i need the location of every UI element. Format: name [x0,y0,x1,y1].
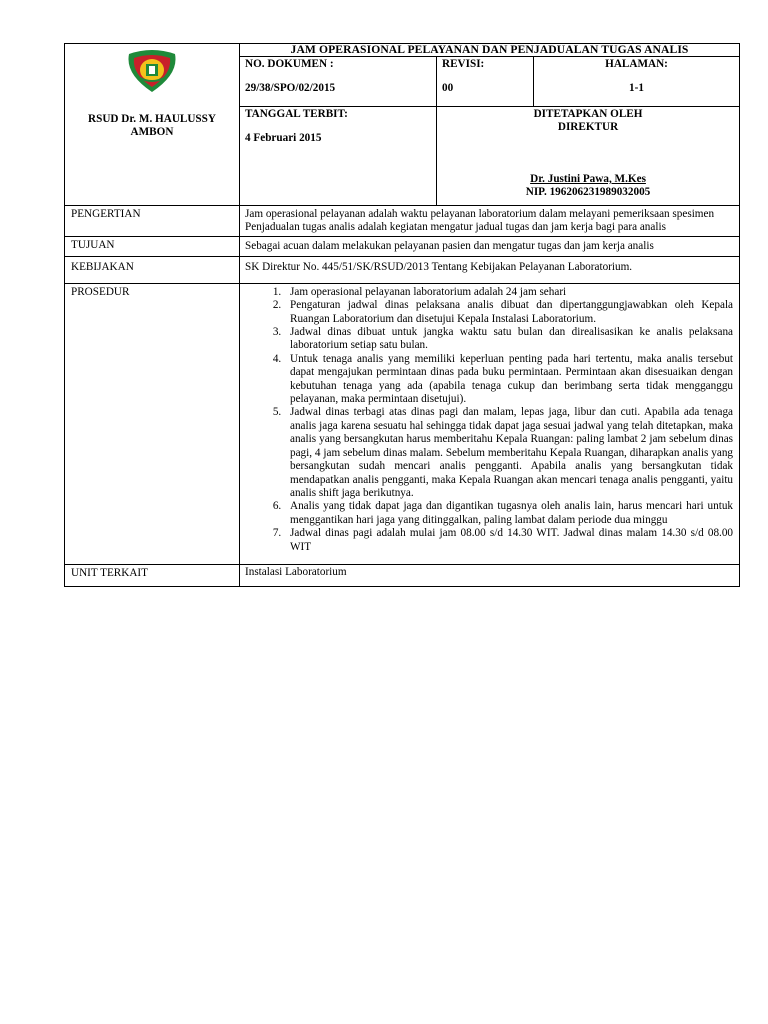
ditetapkan-label: DITETAPKAN OLEH [533,108,643,120]
no-dokumen-label: NO. DOKUMEN : [245,58,334,70]
prosedur-list [240,286,733,554]
unit-terkait-label: UNIT TERKAIT [65,564,240,586]
prosedur-item: 4. Untuk tenaga analis yang memiliki keperluan penting pada hari tertentu, maka analis tersebut dapat mengajukan permintaan dinas pada buku permintaan. Permintaan akan disesuaikan dengan kebutuhan tenaga yang ada (apabila tenaga cukup dan berimbang serta tidak mengganggu pelayanan, maka permintaan disetujui). [284,353,733,407]
revisi-value: 00 [442,82,454,95]
pengertian-paragraph-1: Jam operasional pelayanan adalah waktu pelayanan laboratorium dalam melayani pemeriksaan spesimen [245,208,715,220]
halaman-label: HALAMAN: [605,58,668,70]
tujuan-label: TUJUAN [65,236,240,256]
prosedur-item: 3. Jadwal dinas dibuat untuk jangka waktu satu bulan dan direalisasikan ke analis pelaksana laboratorium setiap satu bulan. [284,326,733,353]
hospital-name: RSUD Dr. M. HAULUSSY AMBON [88,113,216,138]
unit-terkait-text: Instalasi Laboratorium [240,564,740,586]
prosedur-item: 2. Pengaturan jadwal dinas pelaksana analis dibuat dan dipertanggungjawabkan oleh Kepala Ruangan Laboratorium dan disetujui Kepala Instalasi Laboratorium. [284,299,733,326]
revisi-cell [437,57,534,107]
prosedur-item: 5. Jadwal dinas terbagi atas dinas pagi dan malam, lepas jaga, libur dan cuti. Apabila ada tenaga analis jaga karena sesuatu hal sehingga tidak dapat jaga sesuai jadwal yang telah ditetapkan, maka analis yang bersangkutan harus memberitahu Kepala Ruangan: paling lambat 2 jam sebelum dinas pagi, 4 jam sebelum dinas malam. Sebelum memberitahu Kepala Ruangan, diharapkan analis yang bersangkutan sudah mencari analis pengganti. Apabila analis yang bersangkutan tidak mendapatkan analis pengganti, maka Kepala Ruangan akan mencari tenaga analis pengganti, yaitu analis shift jaga berikutnya. [284,406,733,500]
pengertian-paragraph-2: Penjadualan tugas analis adalah kegiatan mengatur jadual tugas dan jam kerja bagi para analis [245,221,666,234]
tujuan-text: Sebagai acuan dalam melakukan pelayanan pasien dan mengatur tugas dan jam kerja analis [240,236,740,256]
document-title: JAM OPERASIONAL PELAYANAN DAN PENJADUALAN TUGAS ANALIS [240,44,740,57]
kebijakan-label: KEBIJAKAN [65,256,240,283]
direktur-label: DIREKTUR [557,121,619,134]
sop-document [64,43,739,587]
halaman-cell [534,57,740,107]
tanggal-value: 4 Februari 2015 [245,132,322,145]
director-nip: NIP. 196206231989032005 [525,186,651,199]
no-dokumen-value: 29/38/SPO/02/2015 [245,82,336,95]
pengertian-content [240,206,740,237]
prosedur-label: PROSEDUR [65,283,240,564]
halaman-value: 1-1 [629,82,644,95]
ditetapkan-cell [437,107,740,206]
prosedur-item: 7. Jadwal dinas pagi adalah mulai jam 08.00 s/d 14.30 WIT. Jadwal dinas malam 14.30 s/d 08.00 WIT [284,527,733,554]
director-name: Dr. Justini Pawa, M.Kes [530,172,646,185]
pengertian-label: PENGERTIAN [65,206,240,237]
prosedur-item: 1. Jam operasional pelayanan laboratorium adalah 24 jam sehari [284,286,733,299]
tanggal-cell [240,107,437,206]
tanggal-label: TANGGAL TERBIT: [245,108,348,120]
prosedur-item: 6. Analis yang tidak dapat jaga dan digantikan tugasnya oleh analis lain, harus mencari hari untuk menggantikan hari jaga yang ditinggalkan, paling lambat dalam periode dua minggu [284,500,733,527]
kebijakan-text: SK Direktur No. 445/51/SK/RSUD/2013 Tentang Kebijakan Pelayanan Laboratorium. [240,256,740,283]
sop-table [64,43,740,587]
revisi-label: REVISI: [442,58,485,70]
no-dokumen-cell [240,57,437,107]
hospital-emblem-icon [125,48,179,94]
header-left-cell [65,44,240,206]
prosedur-content [240,283,740,564]
